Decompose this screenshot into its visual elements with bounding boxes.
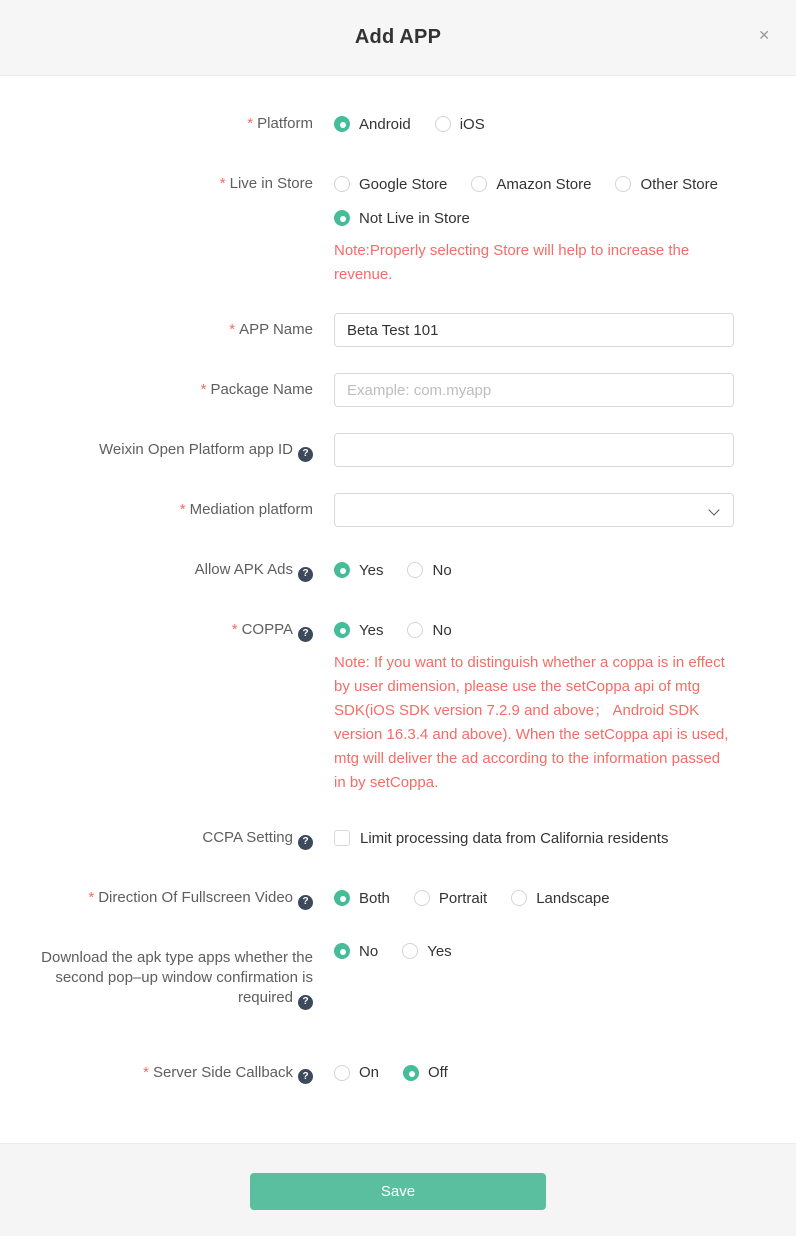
help-icon[interactable]: ?: [298, 835, 313, 850]
allow-apk-ads-label: Allow APK Ads ?: [0, 553, 313, 582]
radio-coppa-yes[interactable]: [334, 622, 383, 639]
radio-selected-icon: [334, 562, 350, 578]
radio-selected-icon: [334, 116, 350, 132]
radio-label: Android: [359, 115, 411, 133]
help-icon[interactable]: ?: [298, 447, 313, 462]
radio-google-store[interactable]: [334, 176, 447, 193]
radio-selected-icon: [334, 943, 350, 959]
radio-direction-landscape[interactable]: [511, 890, 609, 907]
checkbox-label: Limit processing data from California residents: [360, 829, 669, 847]
radio-label: Yes: [359, 621, 384, 639]
package-name-label: * Package Name: [200, 381, 313, 398]
radio-unselected-icon: [435, 116, 451, 132]
server-side-callback-label: * Server Side Callback ?: [0, 1056, 313, 1085]
help-icon[interactable]: ?: [298, 995, 313, 1010]
mediation-platform-select[interactable]: [334, 493, 734, 527]
radio-label: Amazon Store: [496, 175, 592, 193]
radio-unselected-icon: [407, 622, 423, 638]
row-ccpa-setting: [0, 821, 796, 855]
save-button[interactable]: Save: [250, 1173, 546, 1210]
weixin-app-id-label: Weixin Open Platform app ID ?: [0, 433, 313, 462]
app-name-input[interactable]: [334, 313, 734, 347]
radio-label: On: [359, 1064, 380, 1081]
radio-coppa-no[interactable]: [407, 622, 451, 639]
radio-label: Off: [428, 1064, 448, 1081]
radio-selected-icon: [334, 622, 350, 638]
required-asterisk: *: [247, 115, 254, 132]
radio-selected-icon: [334, 210, 350, 226]
radio-label: No: [359, 942, 379, 960]
platform-label: * Platform: [247, 115, 313, 132]
row-live-in-store: [0, 167, 796, 287]
radio-label: No: [432, 561, 452, 579]
radio-not-live-in-store[interactable]: [334, 210, 470, 227]
weixin-app-id-input[interactable]: [334, 433, 734, 467]
row-mediation-platform: [0, 493, 796, 527]
radio-unselected-icon: [414, 890, 430, 906]
coppa-label: * COPPA ?: [0, 613, 313, 642]
row-weixin-app-id: [0, 433, 796, 467]
radio-unselected-icon: [334, 1065, 350, 1081]
platform-options: [334, 107, 734, 141]
required-asterisk: *: [229, 321, 236, 338]
radio-label: Landscape: [536, 889, 610, 907]
required-asterisk: *: [219, 175, 226, 192]
package-name-input[interactable]: [334, 373, 734, 407]
add-app-form: [0, 76, 796, 1143]
radio-label: Yes: [359, 561, 384, 579]
row-platform: [0, 107, 796, 141]
radio-unselected-icon: [407, 562, 423, 578]
radio-label: Not Live in Store: [359, 209, 470, 227]
row-package-name: [0, 373, 796, 407]
radio-selected-icon: [403, 1065, 419, 1081]
radio-other-store[interactable]: [615, 176, 718, 193]
chevron-down-icon: [710, 506, 719, 515]
modal-footer: [0, 1143, 796, 1236]
radio-direction-portrait[interactable]: [414, 890, 487, 907]
radio-unselected-icon: [471, 176, 487, 192]
radio-callback-off[interactable]: [403, 1064, 448, 1081]
live-in-store-options: [334, 167, 734, 287]
radio-unselected-icon: [334, 176, 350, 192]
radio-direction-both[interactable]: [334, 890, 390, 907]
ccpa-setting-label: CCPA Setting ?: [0, 821, 313, 850]
radio-label: Portrait: [438, 889, 488, 907]
app-name-label: * APP Name: [229, 321, 313, 338]
fullscreen-direction-label: * Direction Of Fullscreen Video ?: [0, 881, 313, 910]
row-coppa: [0, 613, 796, 795]
radio-label: No: [432, 621, 452, 639]
row-app-name: [0, 313, 796, 347]
radio-ios[interactable]: [435, 116, 485, 133]
store-note: Note:Properly selecting Store will help to increase the revenue.: [334, 242, 690, 283]
ccpa-limit-checkbox[interactable]: [334, 830, 668, 847]
radio-label: Both: [359, 889, 390, 907]
radio-download-yes[interactable]: [402, 943, 451, 960]
radio-amazon-store[interactable]: [471, 176, 591, 193]
live-in-store-label: * Live in Store: [219, 175, 313, 192]
radio-label: iOS: [459, 115, 485, 133]
radio-label: Other Store: [640, 175, 718, 193]
close-icon[interactable]: ✕: [758, 27, 770, 43]
radio-selected-icon: [334, 890, 350, 906]
checkbox-unchecked-icon: [334, 830, 350, 846]
row-allow-apk-ads: [0, 553, 796, 587]
radio-apk-ads-yes[interactable]: [334, 562, 383, 579]
help-icon[interactable]: ?: [298, 567, 313, 582]
required-asterisk: *: [200, 381, 207, 398]
row-apk-download-confirmation: [0, 941, 796, 1010]
radio-android[interactable]: [334, 116, 411, 133]
help-icon[interactable]: ?: [298, 627, 313, 642]
required-asterisk: *: [179, 501, 186, 518]
radio-apk-ads-no[interactable]: [407, 562, 451, 579]
coppa-note: Note: If you want to distinguish whether a coppa is in effect by user dimension, please use the setCoppa api of mtg SDK(iOS SDK version 7.2.9 and above； Android SDK version 16.3.4 and above). When the setCoppa api is used, mtg will deliver the ad according to the information passed in by setCoppa.: [334, 654, 729, 791]
help-icon[interactable]: ?: [298, 1069, 313, 1084]
radio-label: Google Store: [359, 175, 448, 193]
row-server-side-callback: [0, 1056, 796, 1090]
radio-download-no[interactable]: [334, 943, 378, 960]
mediation-platform-label: * Mediation platform: [179, 501, 313, 518]
required-asterisk: *: [88, 889, 95, 906]
required-asterisk: *: [143, 1063, 149, 1081]
help-icon[interactable]: ?: [298, 895, 313, 910]
apk-download-confirmation-label: Download the apk type apps whether the second pop–up window confirmation is required ?: [0, 941, 313, 1010]
row-fullscreen-direction: [0, 881, 796, 915]
modal-title: Add APP: [354, 26, 442, 48]
radio-label: Yes: [427, 942, 452, 960]
radio-unselected-icon: [511, 890, 527, 906]
radio-callback-on[interactable]: [334, 1064, 379, 1081]
modal-header: [0, 0, 796, 76]
required-asterisk: *: [231, 621, 238, 638]
radio-unselected-icon: [615, 176, 631, 192]
radio-unselected-icon: [402, 943, 418, 959]
